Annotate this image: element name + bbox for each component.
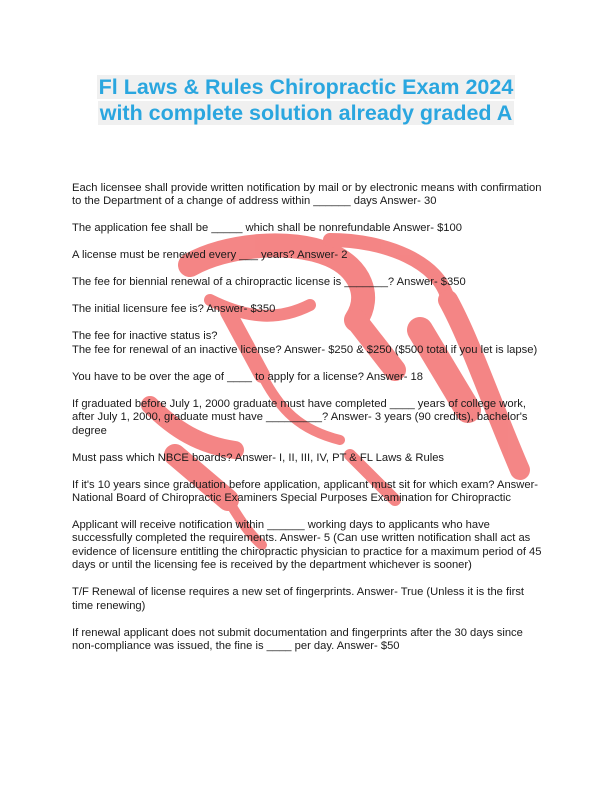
qa-item: The fee for biennial renewal of a chiropractic license is _______? Answer- $350 xyxy=(72,276,466,289)
qa-item: The application fee shall be _____ which shall be nonrefundable Answer- $100 xyxy=(72,222,462,235)
qa-item: Must pass which NBCE boards? Answer- I, II, III, IV, PT & FL Laws & Rules xyxy=(72,451,445,464)
qa-item: If graduated before July 1, 2000 graduate must have completed ____ years of college work, after July 1, 2000, graduate must have _________? Answer- 3 years (90 credits), bachelor's degree xyxy=(72,397,528,437)
title-line-2: with complete solution already graded A xyxy=(99,101,513,125)
qa-item: T/F Renewal of license requires a new set of fingerprints. Answer- True (Unless it is the first time renewing) xyxy=(72,586,525,612)
qa-item: The initial licensure fee is? Answer- $350 xyxy=(72,303,276,316)
qa-item: The fee for renewal of an inactive license? Answer- $250 & $250 ($500 total if you let is lapse) xyxy=(72,343,538,356)
qa-item: A license must be renewed every ___ years? Answer- 2 xyxy=(72,249,348,262)
qa-item: You have to be over the age of ____ to apply for a license? Answer- 18 xyxy=(72,370,423,383)
qa-item: If renewal applicant does not submit documentation and fingerprints after the 30 days since non-compliance was issued, the fine is ____ per day. Answer- $50 xyxy=(72,626,523,653)
qa-item: The fee for inactive status is? xyxy=(72,330,218,343)
title-line-1: Fl Laws & Rules Chiropractic Exam 2024 xyxy=(98,75,514,99)
qa-list xyxy=(72,182,542,667)
qa-item: If it's 10 years since graduation before application, applicant must sit for which exam? Answer- National Board of Chiropractic Examiners Special Purposes Examination for Chiropractic xyxy=(72,478,539,505)
document-title xyxy=(72,74,540,126)
qa-item: Each licensee shall provide written notification by mail or by electronic means with confirmation to the Department of a change of address within ______ days Answer- 30 xyxy=(72,182,542,208)
qa-item: Applicant will receive notification within ______ working days to applicants who have successfully completed the requirements. Answer- 5 (Can use written notification shall act as evidence of licensure entitling the chiropractic physician to practice for a maximum period of 45 days or until the licensing fee is received by the department whichever is sooner) xyxy=(72,519,542,572)
